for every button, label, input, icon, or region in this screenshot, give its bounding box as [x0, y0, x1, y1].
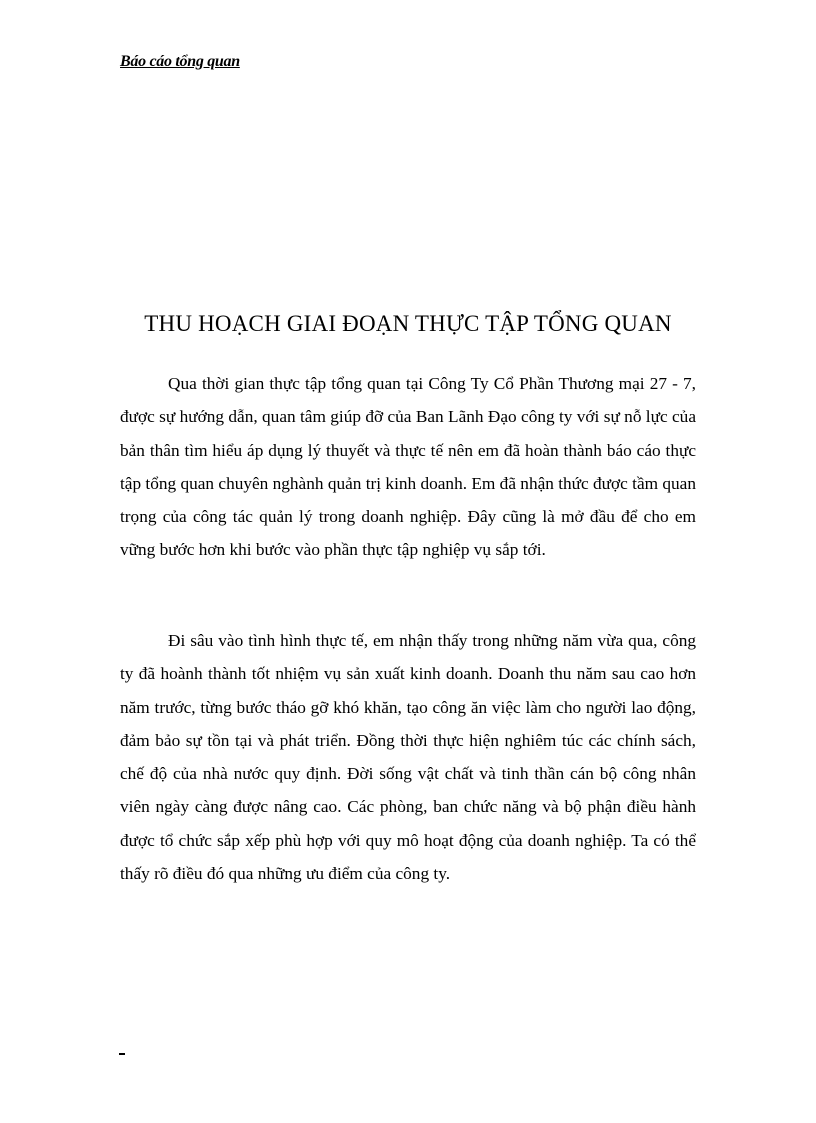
footer-dash-mark [119, 1053, 125, 1055]
document-heading: THU HOẠCH GIAI ĐOẠN THỰC TẬP TỔNG QUAN [144, 311, 672, 336]
body-paragraph-1: Qua thời gian thực tập tổng quan tại Công Ty Cổ Phần Thương mại 27 - 7, được sự hướng dẫn, quan tâm giúp đỡ của Ban Lãnh Đạo công ty với sự nỗ lực của bản thân tìm hiểu áp dụng lý thuyết và thực tế nên em đã hoàn thành báo cáo thực tập tổng quan chuyên nghành quản trị kinh doanh. Em đã nhận thức được tầm quan trọng của công tác quản lý trong doanh nghiệp. Đây cũng là mở đầu để cho em vững bước hơn khi bước vào phần thực tập nghiệp vụ sắp tới. [120, 374, 696, 560]
page-header-title: Báo cáo tổng quan [120, 53, 240, 70]
body-paragraph-2: Đi sâu vào tình hình thực tế, em nhận thấy trong những năm vừa qua, công ty đã hoành thành tốt nhiệm vụ sản xuất kinh doanh. Doanh thu năm sau cao hơn năm trước, từng bước tháo gỡ khó khăn, tạo công ăn việc làm cho người lao động, đảm bảo sự tồn tại và phát triển. Đồng thời thực hiện nghiêm túc các chính sách, chế độ của nhà nước quy định. Đời sống vật chất và tinh thần cán bộ công nhân viên ngày càng được nâng cao. Các phòng, ban chức năng và bộ phận điều hành được tổ chức sắp xếp phù hợp với quy mô hoạt động của doanh nghiệp. Ta có thể thấy rõ điều đó qua những ưu điểm của công ty. [120, 631, 696, 884]
